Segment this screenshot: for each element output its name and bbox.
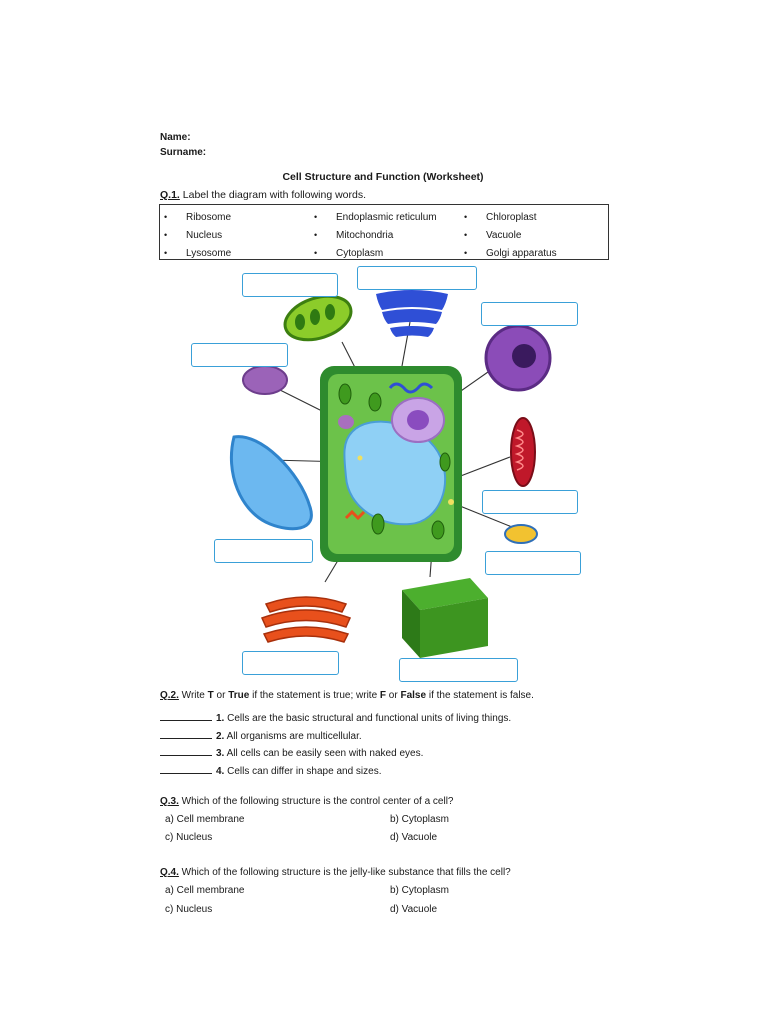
q4-option[interactable]: c) Nucleus bbox=[165, 904, 213, 915]
answer-blank[interactable] bbox=[160, 728, 212, 739]
q2-prompt: if the statement is false. bbox=[426, 690, 534, 701]
q4-prompt: Which of the following structure is the jelly-like substance that fills the cell? bbox=[178, 867, 511, 878]
word-bank-item bbox=[314, 226, 437, 244]
q2-heading bbox=[160, 690, 534, 701]
bullet-icon: • bbox=[464, 248, 468, 258]
q2-prompt: if the statement is true; write bbox=[249, 690, 380, 701]
q1-number: Q.1. bbox=[160, 189, 180, 201]
q2-prompt: or bbox=[213, 690, 229, 701]
answer-blank[interactable] bbox=[160, 763, 212, 774]
label-box[interactable] bbox=[242, 651, 339, 675]
bullet-icon: • bbox=[164, 230, 168, 240]
surname-label: Surname: bbox=[160, 147, 207, 158]
chloroplast-illustration bbox=[279, 288, 356, 347]
lysosome-illustration bbox=[243, 366, 287, 394]
label-box[interactable] bbox=[482, 490, 578, 514]
label-box[interactable] bbox=[485, 551, 581, 575]
q4-option[interactable]: b) Cytoplasm bbox=[390, 885, 449, 896]
cell-chloroplast bbox=[372, 514, 384, 534]
bullet-icon: • bbox=[314, 230, 318, 240]
word-bank-column bbox=[314, 208, 437, 262]
q3-option[interactable]: a) Cell membrane bbox=[165, 814, 245, 825]
q2-prompt: or bbox=[386, 690, 401, 701]
word-bank-column bbox=[464, 208, 557, 262]
answer-blank[interactable] bbox=[160, 745, 212, 756]
word-bank-word: Nucleus bbox=[186, 230, 223, 241]
q3-heading bbox=[160, 796, 453, 807]
statement-number: 4. bbox=[216, 766, 225, 777]
q3-option[interactable]: b) Cytoplasm bbox=[390, 814, 449, 825]
cytoplasm-illustration bbox=[402, 578, 488, 658]
word-bank-word: Ribosome bbox=[186, 212, 232, 223]
q4-option[interactable]: d) Vacuole bbox=[390, 904, 438, 915]
cell-chloroplast bbox=[339, 384, 351, 404]
q2-prompt: False bbox=[400, 690, 427, 701]
word-bank-word: Cytoplasm bbox=[336, 248, 384, 259]
cell-chloroplast bbox=[369, 393, 381, 411]
tf-statement bbox=[160, 710, 511, 724]
q3-option[interactable]: c) Nucleus bbox=[165, 832, 213, 843]
word-bank-item bbox=[164, 244, 231, 262]
word-bank-word: Endoplasmic reticulum bbox=[336, 212, 437, 223]
word-bank-item bbox=[464, 208, 557, 226]
answer-blank[interactable] bbox=[160, 710, 212, 721]
label-box[interactable] bbox=[399, 658, 518, 682]
cell-ribosome bbox=[358, 456, 363, 461]
tf-statement bbox=[160, 745, 423, 759]
q1-prompt: Label the diagram with following words. bbox=[179, 189, 367, 201]
ribosome-illustration bbox=[505, 525, 537, 543]
q4-option[interactable]: a) Cell membrane bbox=[165, 885, 245, 896]
word-bank-word: Vacuole bbox=[486, 230, 522, 241]
tf-statement bbox=[160, 728, 362, 742]
statement-number: 1. bbox=[216, 713, 225, 724]
mitochondria-illustration bbox=[511, 418, 535, 486]
q2-prompt: Write bbox=[178, 690, 208, 701]
bullet-icon: • bbox=[164, 212, 168, 222]
word-bank-item bbox=[464, 226, 557, 244]
bullet-icon: • bbox=[464, 212, 468, 222]
cell-chloroplast bbox=[432, 521, 444, 539]
golgi-illustration bbox=[262, 597, 350, 642]
q4-number: Q.4. bbox=[160, 867, 179, 878]
q3-option[interactable]: d) Vacuole bbox=[390, 832, 438, 843]
label-box[interactable] bbox=[242, 273, 338, 297]
word-bank-word: Golgi apparatus bbox=[486, 248, 557, 259]
q2-number: Q.2. bbox=[160, 690, 179, 701]
nucleus-illustration bbox=[486, 326, 550, 390]
q4-heading bbox=[160, 867, 511, 878]
bullet-icon: • bbox=[314, 212, 318, 222]
statement-text: Cells can differ in shape and sizes. bbox=[224, 766, 382, 777]
nucleolus bbox=[407, 410, 429, 430]
vacuole-illustration bbox=[231, 437, 311, 529]
label-box[interactable] bbox=[357, 266, 477, 290]
connector-line bbox=[458, 457, 510, 477]
label-box[interactable] bbox=[481, 302, 578, 326]
q2-prompt: T bbox=[207, 690, 214, 701]
statement-number: 3. bbox=[216, 748, 225, 759]
name-label: Name: bbox=[160, 132, 191, 143]
label-box[interactable] bbox=[214, 539, 313, 563]
word-bank bbox=[159, 204, 609, 260]
word-bank-item bbox=[464, 244, 557, 262]
tf-statement bbox=[160, 763, 381, 777]
word-bank-item bbox=[314, 244, 437, 262]
label-box[interactable] bbox=[191, 343, 288, 367]
cell-lysosome bbox=[338, 415, 354, 429]
q3-number: Q.3. bbox=[160, 796, 179, 807]
bullet-icon: • bbox=[314, 248, 318, 258]
word-bank-word: Lysosome bbox=[186, 248, 232, 259]
statement-text: Cells are the basic structural and functional units of living things. bbox=[224, 713, 512, 724]
word-bank-item bbox=[314, 208, 437, 226]
bullet-icon: • bbox=[464, 230, 468, 240]
cell-ribosome bbox=[448, 499, 454, 505]
q3-prompt: Which of the following structure is the control center of a cell? bbox=[178, 796, 454, 807]
statement-text: All organisms are multicellular. bbox=[224, 731, 362, 742]
q2-prompt: F bbox=[379, 690, 387, 701]
cell-chloroplast bbox=[440, 453, 450, 471]
statement-number: 2. bbox=[216, 731, 225, 742]
word-bank-word: Chloroplast bbox=[486, 212, 537, 223]
worksheet-title: Cell Structure and Function (Worksheet) bbox=[282, 171, 484, 183]
bullet-icon: • bbox=[164, 248, 168, 258]
q1-heading bbox=[160, 189, 366, 201]
q2-prompt: True bbox=[228, 690, 250, 701]
statement-text: All cells can be easily seen with naked eyes. bbox=[224, 748, 424, 759]
word-bank-column bbox=[164, 208, 231, 262]
word-bank-word: Mitochondria bbox=[336, 230, 394, 241]
word-bank-item bbox=[164, 208, 231, 226]
word-bank-item bbox=[164, 226, 231, 244]
er-illustration bbox=[376, 290, 448, 337]
